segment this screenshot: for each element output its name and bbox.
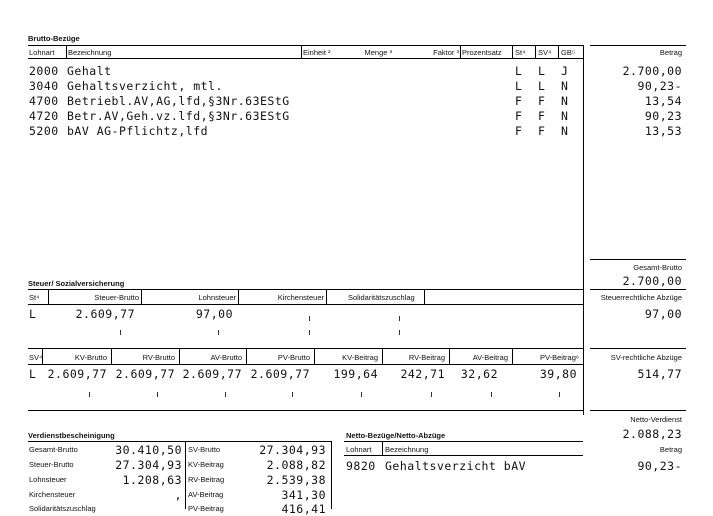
steuer-value-brutto: 2.609,77 bbox=[75, 307, 135, 321]
steuer-header-brutto: Steuer-Brutto bbox=[94, 293, 139, 302]
row-bezeichnung: bAV AG-Pflichtz,lfd bbox=[67, 124, 209, 138]
col-header-faktor: Faktor ³ bbox=[433, 48, 459, 57]
row-betrag: 2.700,00 bbox=[622, 64, 682, 78]
row-gb: N bbox=[561, 94, 569, 108]
row-sv: F bbox=[538, 109, 546, 123]
steuer-abzuege-label: Steuerrechtliche Abzüge bbox=[600, 293, 682, 302]
netto-header-bezeichnung: Bezeichnung bbox=[385, 445, 429, 454]
row-bezeichnung: Betriebl.AV,AG,lfd,§3Nr.63EStG bbox=[67, 94, 290, 108]
sv-header-pv-brutto: PV-Brutto bbox=[277, 353, 310, 362]
steuer-header-st: St⁴ bbox=[29, 293, 40, 302]
col-header-st: St⁴ bbox=[515, 48, 526, 57]
sv-abzuege-value: 514,77 bbox=[637, 367, 682, 381]
sv-header-sv: SV⁴ bbox=[29, 353, 43, 362]
row-st: L bbox=[515, 64, 523, 78]
row-sv: L bbox=[538, 64, 546, 78]
verdienst-label: Solidaritätszuschlag bbox=[29, 504, 96, 513]
netto-header-lohnart: Lohnart bbox=[346, 445, 372, 454]
row-lohnart: 4700 bbox=[29, 94, 59, 108]
row-gb: N bbox=[561, 124, 569, 138]
verdienst-label: KV-Beitrag bbox=[188, 460, 224, 469]
col-header-bezeichnung: Bezeichnung bbox=[68, 48, 112, 57]
sv-value-pv-brutto: 2.609,77 bbox=[250, 367, 310, 381]
verdienst-value: 2.088,82 bbox=[266, 458, 326, 472]
sv-header-av-brutto: AV-Brutto bbox=[210, 353, 242, 362]
col-header-betrag: Betrag bbox=[659, 48, 682, 57]
row-lohnart: 5200 bbox=[29, 124, 59, 138]
verdienst-label: Kirchensteuer bbox=[29, 490, 76, 499]
netto-header-betrag: Betrag bbox=[659, 445, 682, 454]
row-bezeichnung: Betr.AV,Geh.vz.lfd,§3Nr.63EStG bbox=[67, 109, 290, 123]
sv-header-rv-beitrag: RV-Beitrag bbox=[408, 353, 445, 362]
steuer-header-soli: Solidaritätszuschlag bbox=[348, 293, 415, 302]
steuer-section-title: Steuer/ Sozialversicherung bbox=[28, 279, 125, 288]
netto-bezuege-title: Netto-Bezüge/Netto-Abzüge bbox=[346, 431, 446, 440]
col-header-einheit: Einheit ² bbox=[303, 48, 331, 57]
row-st: F bbox=[515, 94, 523, 108]
col-header-menge: Menge ³ bbox=[364, 48, 392, 57]
row-sv: L bbox=[538, 79, 546, 93]
sv-header-kv-brutto: KV-Brutto bbox=[74, 353, 107, 362]
sv-header-rv-brutto: RV-Brutto bbox=[142, 353, 175, 362]
verdienst-label: AV-Beitrag bbox=[188, 490, 224, 499]
sv-header-av-beitrag: AV-Beitrag bbox=[472, 353, 508, 362]
row-bezeichnung: Gehaltsverzicht, mtl. bbox=[67, 79, 223, 93]
netto-row-lohnart: 9820 bbox=[346, 459, 376, 473]
sv-value-kv-brutto: 2.609,77 bbox=[47, 367, 107, 381]
steuer-value-st: L bbox=[29, 307, 37, 321]
verdienst-value: 27.304,93 bbox=[115, 458, 182, 472]
row-st: F bbox=[515, 124, 523, 138]
verdienst-value: 1.208,63 bbox=[122, 473, 182, 487]
verdienst-value: 341,30 bbox=[281, 488, 326, 502]
sv-value-rv-beitrag: 242,71 bbox=[400, 367, 445, 381]
row-gb: N bbox=[561, 109, 569, 123]
row-lohnart: 2000 bbox=[29, 64, 59, 78]
row-betrag: 90,23- bbox=[637, 79, 682, 93]
row-lohnart: 4720 bbox=[29, 109, 59, 123]
row-bezeichnung: Gehalt bbox=[67, 64, 112, 78]
row-betrag: 13,54 bbox=[644, 94, 682, 108]
verdienst-label: SV-Brutto bbox=[188, 445, 221, 454]
brutto-section-title: Brutto-Bezüge bbox=[28, 34, 80, 43]
col-header-sv: SV⁴ bbox=[538, 48, 552, 57]
col-header-lohnart: Lohnart bbox=[29, 48, 55, 57]
gesamt-brutto-label: Gesamt-Brutto bbox=[633, 263, 682, 272]
sv-value-kv-beitrag: 199,64 bbox=[333, 367, 378, 381]
col-header-gb: GB⁵ bbox=[561, 48, 575, 57]
netto-verdienst-value: 2.088,23 bbox=[622, 427, 682, 441]
sv-value-rv-brutto: 2.609,77 bbox=[115, 367, 175, 381]
verdienst-label: PV-Beitrag bbox=[188, 504, 224, 513]
gesamt-brutto-value: 2.700,00 bbox=[622, 274, 682, 288]
row-sv: F bbox=[538, 124, 546, 138]
verdienst-value: 2.539,38 bbox=[266, 473, 326, 487]
row-gb: J bbox=[561, 64, 569, 78]
netto-verdienst-label: Netto-Verdienst bbox=[630, 415, 682, 424]
row-st: F bbox=[515, 109, 523, 123]
sv-abzuege-label: SV-rechtliche Abzüge bbox=[610, 353, 682, 362]
steuer-header-lohnsteuer: Lohnsteuer bbox=[198, 293, 236, 302]
netto-row-bezeichnung: Gehaltsverzicht bAV bbox=[385, 459, 527, 473]
verdienst-value: , bbox=[174, 488, 182, 502]
verdienst-label: Steuer-Brutto bbox=[29, 460, 74, 469]
row-lohnart: 3040 bbox=[29, 79, 59, 93]
sv-value-av-beitrag: 32,62 bbox=[460, 367, 498, 381]
sv-value-sv: L bbox=[29, 367, 37, 381]
verdienst-value: 27.304,93 bbox=[259, 443, 326, 457]
row-gb: N bbox=[561, 79, 569, 93]
steuer-value-lohnsteuer: 97,00 bbox=[195, 307, 233, 321]
netto-row-betrag: 90,23- bbox=[637, 459, 682, 473]
col-header-prozentsatz: Prozentsatz bbox=[462, 48, 502, 57]
row-betrag: 90,23 bbox=[644, 109, 682, 123]
row-st: L bbox=[515, 79, 523, 93]
verdienst-value: 416,41 bbox=[281, 502, 326, 516]
verdienst-section-title: Verdienstbescheinigung bbox=[28, 431, 115, 440]
sv-header-kv-beitrag: KV-Beitrag bbox=[342, 353, 378, 362]
sv-value-av-brutto: 2.609,77 bbox=[182, 367, 242, 381]
steuer-header-kirchensteuer: Kirchensteuer bbox=[277, 293, 324, 302]
row-betrag: 13,53 bbox=[644, 124, 682, 138]
verdienst-value: 30.410,50 bbox=[115, 443, 182, 457]
verdienst-label: RV-Beitrag bbox=[188, 475, 225, 484]
verdienst-label: Lohnsteuer bbox=[29, 475, 67, 484]
steuer-abzuege-value: 97,00 bbox=[644, 307, 682, 321]
row-sv: F bbox=[538, 94, 546, 108]
sv-header-pv-beitrag: PV-Beitrag⁶ bbox=[540, 353, 579, 362]
verdienst-label: Gesamt-Brutto bbox=[29, 445, 78, 454]
sv-value-pv-beitrag: 39,80 bbox=[539, 367, 577, 381]
